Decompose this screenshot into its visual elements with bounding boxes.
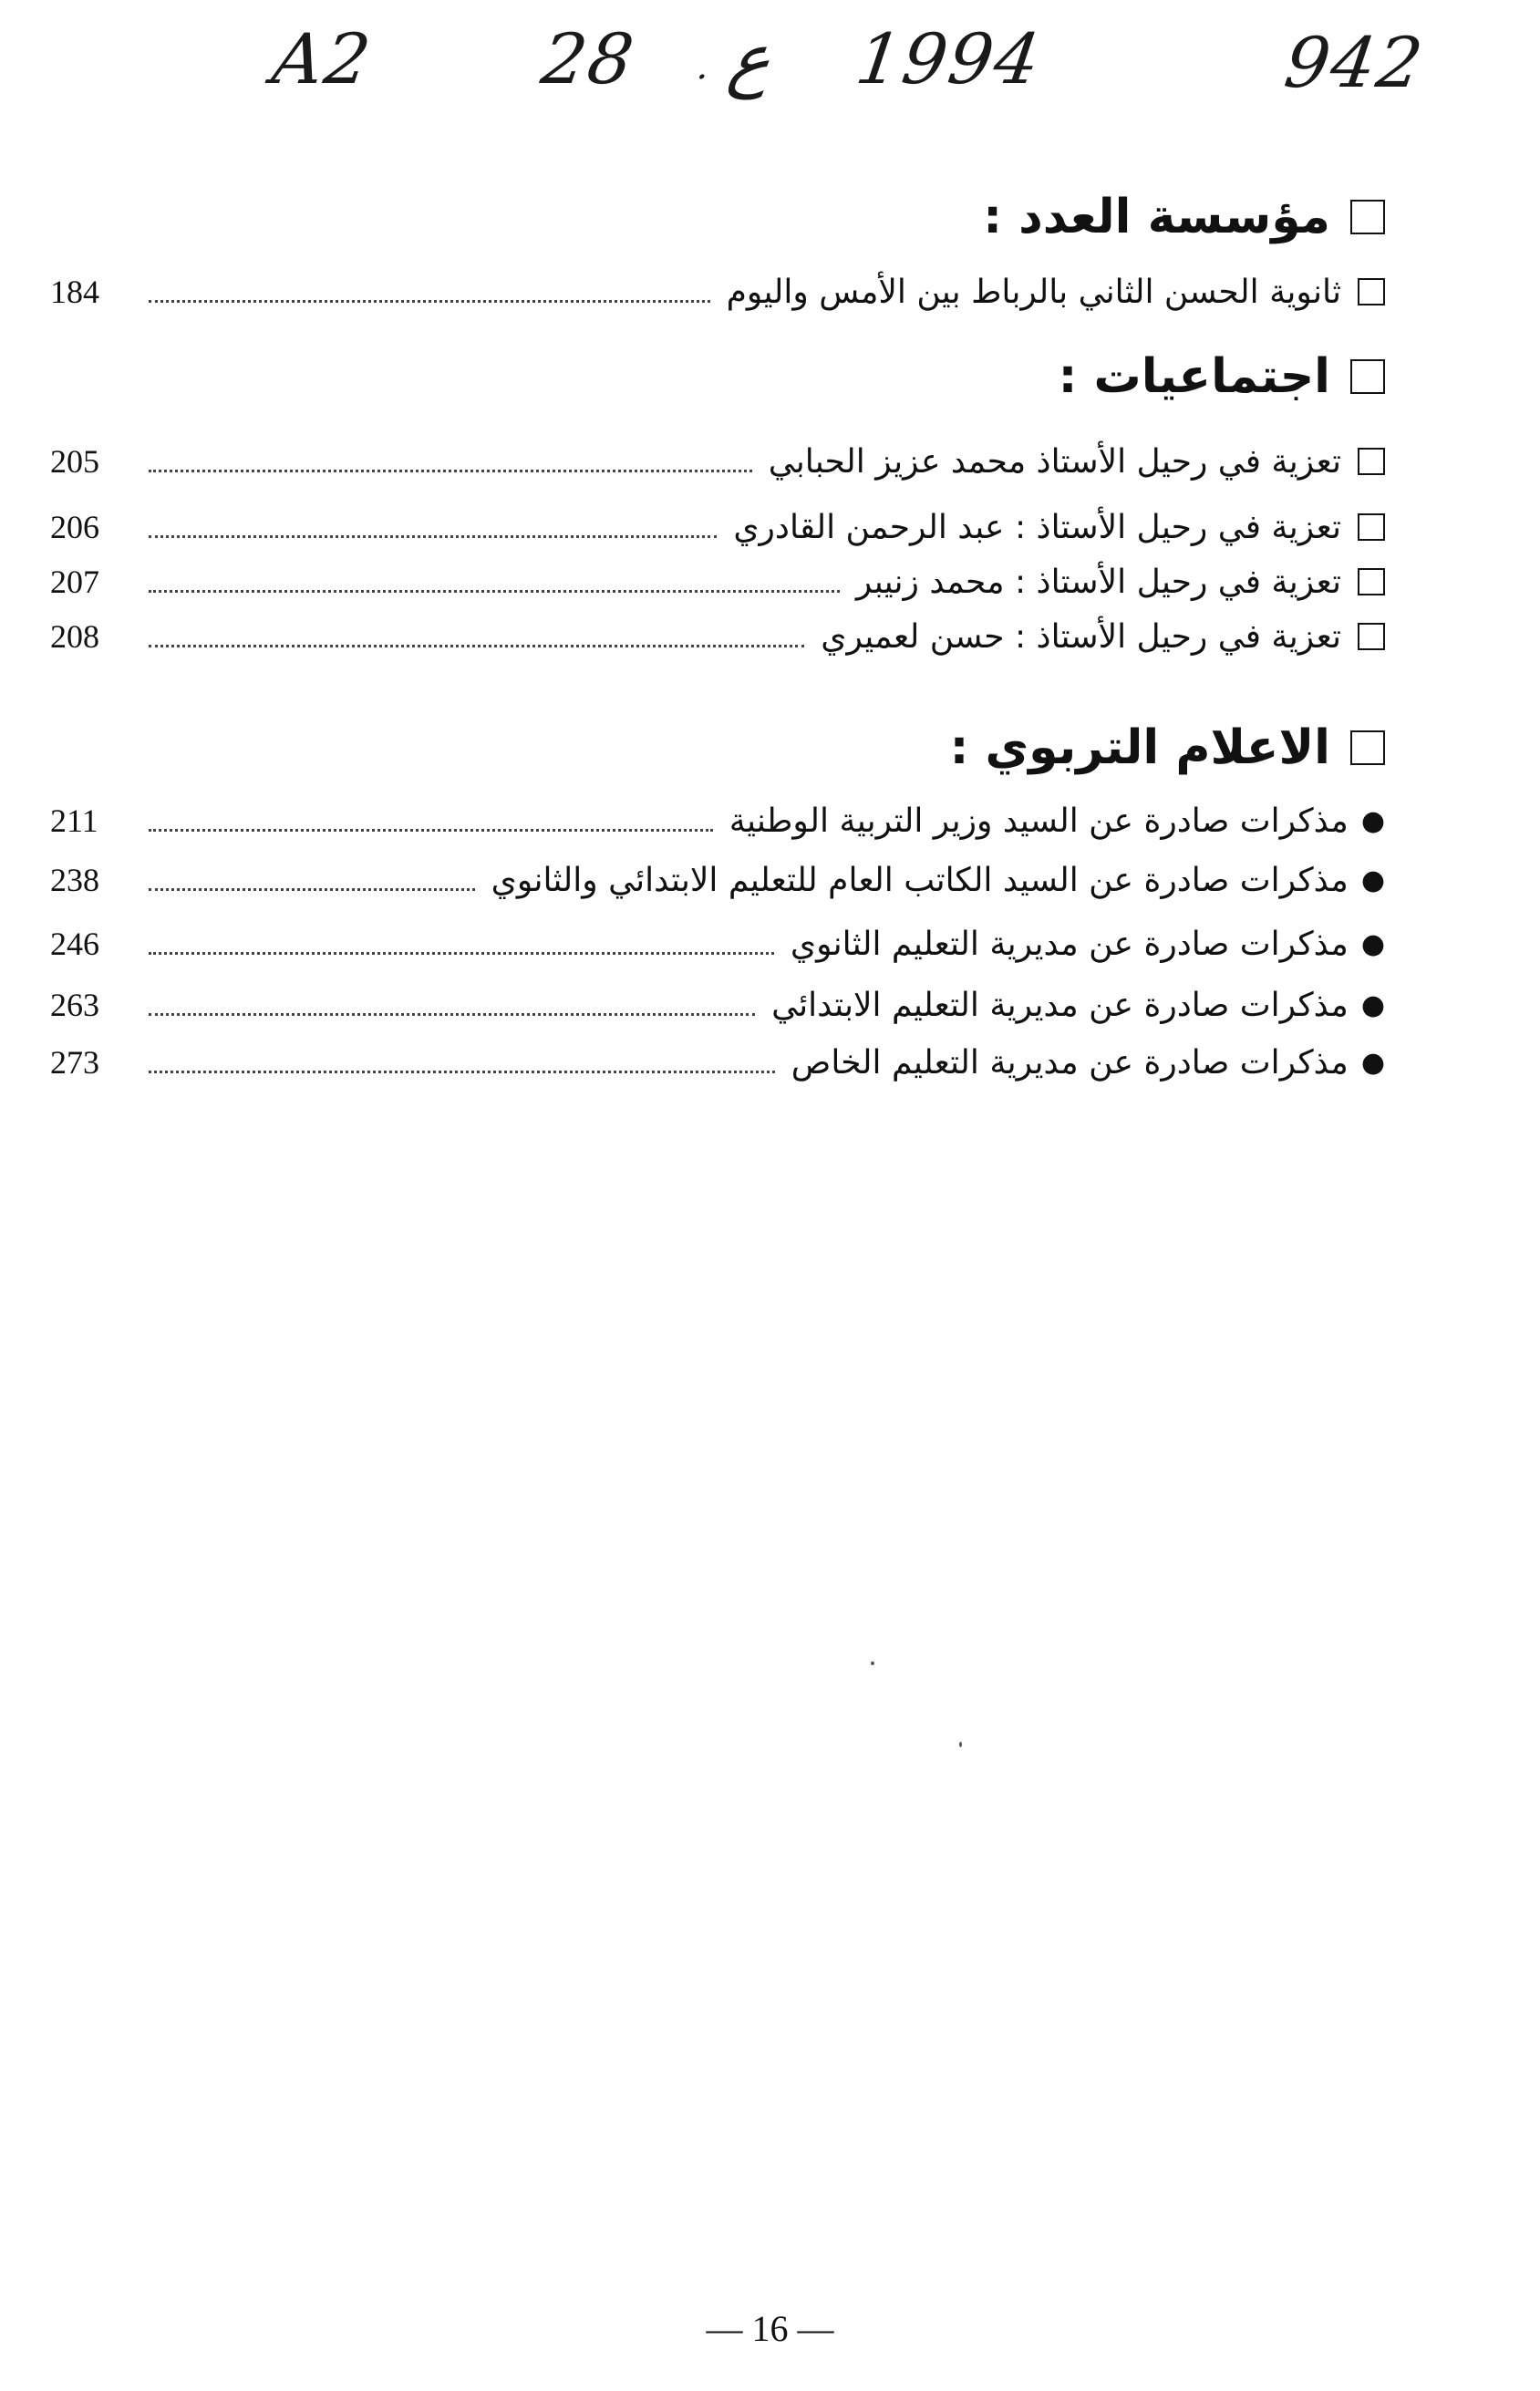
- checkbox-icon: [1350, 730, 1385, 765]
- page-number-footer: — 16 —: [706, 2308, 834, 2349]
- entry-page-number: 208: [50, 618, 99, 655]
- toc-entry: [50, 793, 1385, 848]
- entry-title: تعزية في رحيل الأستاذ : محمد زنيبر: [855, 563, 1341, 601]
- entry-title: مذكرات صادرة عن مديرية التعليم الابتدائي: [771, 986, 1349, 1024]
- bullet-icon: ●: [1360, 864, 1385, 896]
- entry-page-number: 263: [50, 987, 99, 1023]
- entry-title: مذكرات صادرة عن السيد الكاتب العام للتعليم الابتدائي والثانوي: [491, 861, 1349, 899]
- scan-speck: [871, 1661, 874, 1665]
- entry-page-number: 205: [50, 443, 99, 480]
- checkbox-icon: [1358, 568, 1385, 595]
- checkbox-icon: [1358, 513, 1385, 541]
- entry-title: ثانوية الحسن الثاني بالرباط بين الأمس واليوم: [726, 273, 1341, 311]
- entry-page-number: 206: [50, 509, 99, 545]
- section-heading-1: [983, 190, 1385, 244]
- entry-page-number: 211: [50, 802, 98, 839]
- entry-page-number: 207: [50, 564, 99, 600]
- handwritten-day: 28: [536, 18, 640, 99]
- toc-entry: [50, 609, 1385, 664]
- entry-page-number: 238: [50, 862, 99, 898]
- scan-speck: [959, 1742, 962, 1747]
- dot-leader: [149, 952, 774, 955]
- dot-leader: [149, 535, 717, 538]
- toc-entry: [50, 264, 1385, 319]
- checkbox-icon: [1358, 448, 1385, 475]
- dot-leader: [149, 1071, 775, 1073]
- entry-title: مذكرات صادرة عن مديرية التعليم الثانوي: [790, 925, 1349, 963]
- handwritten-dot: .: [694, 46, 714, 88]
- entry-title: مذكرات صادرة عن مديرية التعليم الخاص: [791, 1043, 1349, 1082]
- entry-title: مذكرات صادرة عن السيد وزير التربية الوطنية: [729, 802, 1349, 840]
- dot-leader: [149, 470, 752, 472]
- dot-leader: [149, 1013, 755, 1016]
- toc-entry: [50, 554, 1385, 609]
- handwritten-year: 1994: [851, 18, 1047, 99]
- entry-title: تعزية في رحيل الأستاذ محمد عزيز الحبابي: [768, 442, 1341, 481]
- checkbox-icon: [1358, 278, 1385, 305]
- handwritten-letter: ع: [723, 18, 777, 99]
- bullet-icon: ●: [1360, 988, 1385, 1021]
- section-heading-text: اجتماعيات :: [1058, 349, 1330, 404]
- dot-leader: [149, 300, 710, 303]
- entry-title: تعزية في رحيل الأستاذ : حسن لعميري: [821, 617, 1341, 656]
- dot-leader: [149, 590, 840, 593]
- checkbox-icon: [1350, 200, 1385, 234]
- dot-leader: [149, 888, 475, 891]
- bullet-icon: ●: [1360, 927, 1385, 960]
- section-heading-text: مؤسسة العدد :: [983, 190, 1330, 244]
- handwritten-code: A2: [267, 18, 377, 99]
- toc-entry: [50, 853, 1385, 907]
- bullet-icon: ●: [1360, 804, 1385, 837]
- checkbox-icon: [1350, 359, 1385, 394]
- section-heading-text: الاعلام التربوي :: [949, 720, 1330, 775]
- section-heading-2: [1059, 349, 1385, 404]
- dot-leader: [149, 829, 713, 832]
- toc-entry: [50, 500, 1385, 554]
- toc-entry: [50, 978, 1385, 1032]
- entry-page-number: 184: [50, 274, 99, 310]
- toc-entry: [50, 916, 1385, 971]
- entry-page-number: 273: [50, 1044, 99, 1081]
- bullet-icon: ●: [1360, 1046, 1385, 1079]
- handwritten-number: 942: [1279, 22, 1430, 103]
- toc-entry: [50, 434, 1385, 489]
- section-heading-3: [950, 720, 1385, 775]
- entry-page-number: 246: [50, 926, 99, 962]
- toc-entry: [50, 1035, 1385, 1090]
- entry-title: تعزية في رحيل الأستاذ : عبد الرحمن القادري: [733, 508, 1341, 546]
- dot-leader: [149, 645, 804, 647]
- checkbox-icon: [1358, 623, 1385, 650]
